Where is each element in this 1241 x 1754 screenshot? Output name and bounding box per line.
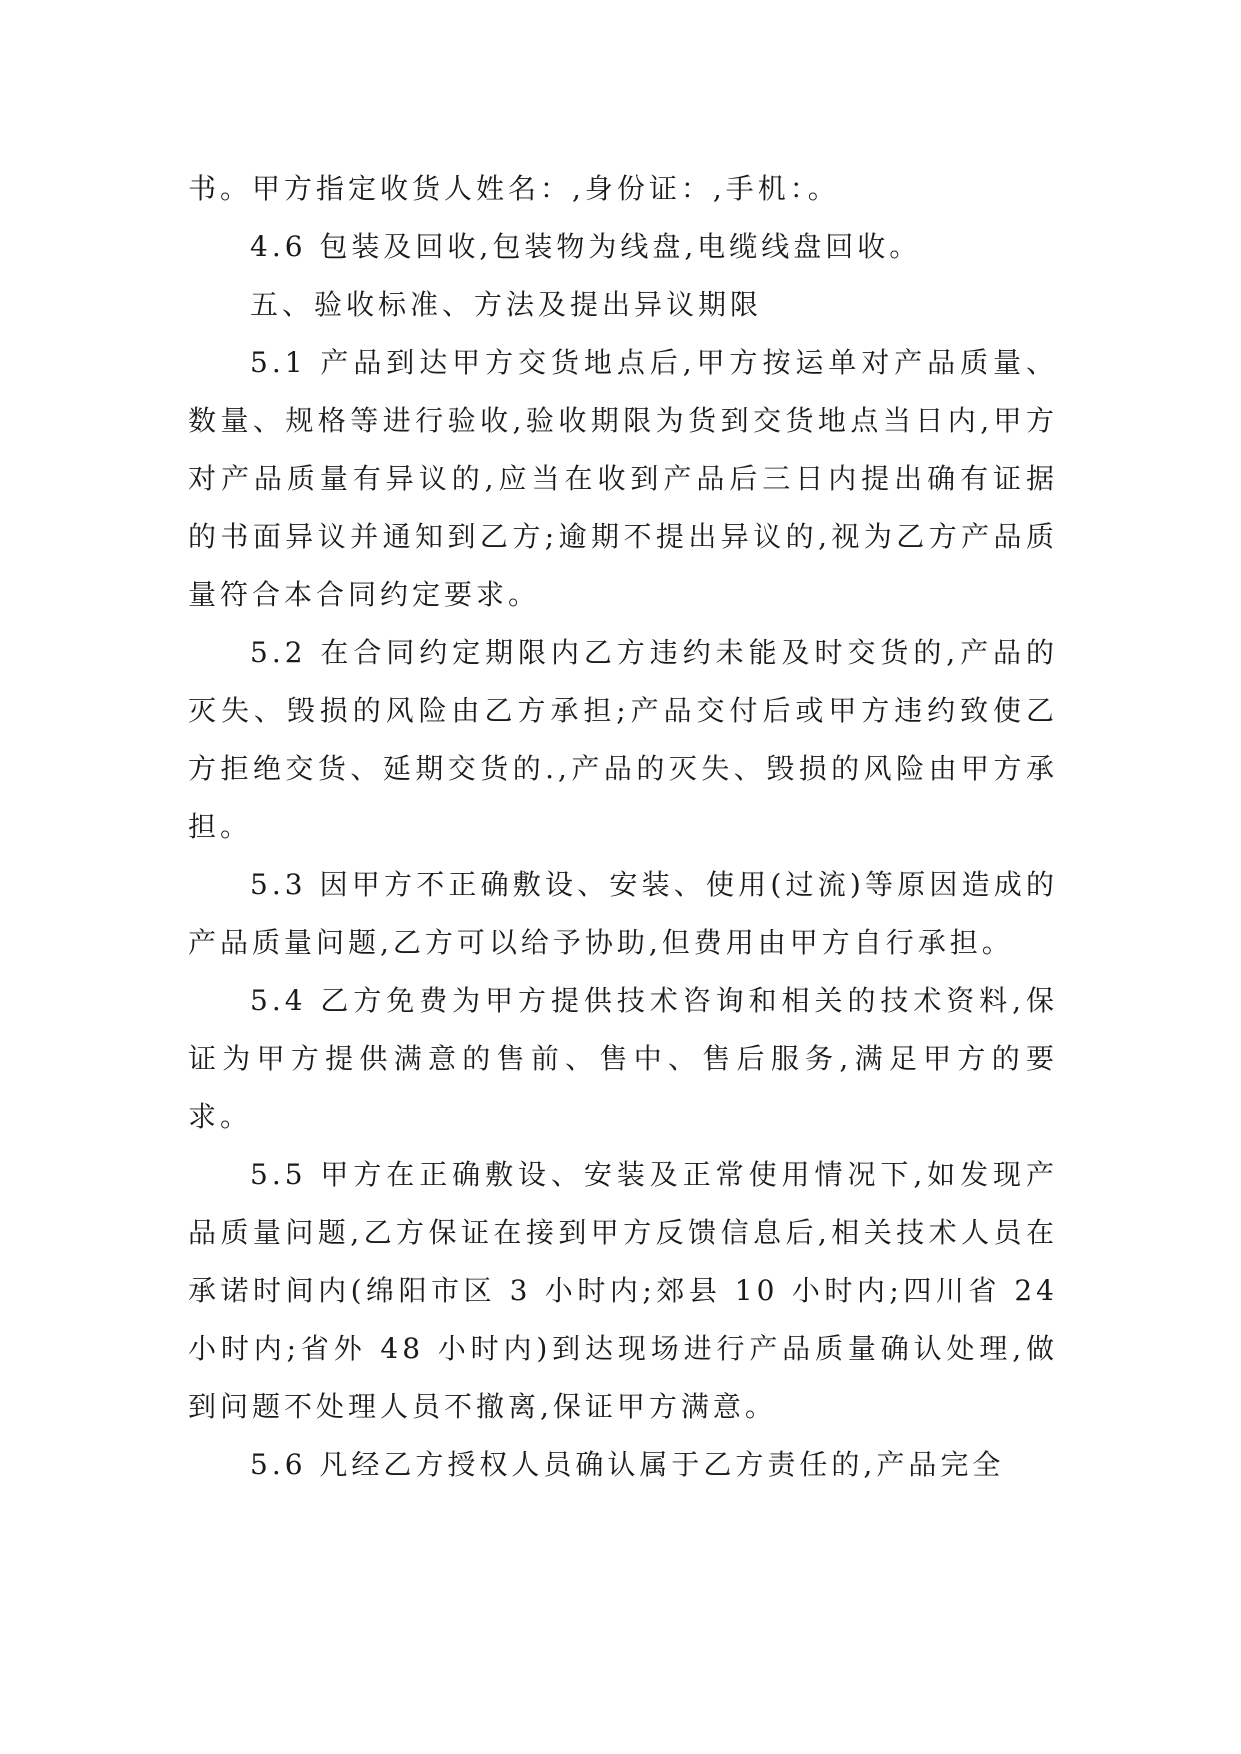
paragraph-5-1: 5.1 产品到达甲方交货地点后,甲方按运单对产品质量、数量、规格等进行验收,验收期限为货到交货地点当日内,甲方对产品质量有异议的,应当在收到产品后三日内提出确有证据的书面异议并通知到乙方;逾期不提出异议的,视为乙方产品质量符合本合同约定要求。	[188, 346, 1058, 611]
paragraph-5-6: 5.6 凡经乙方授权人员确认属于乙方责任的,产品完全	[250, 1448, 1005, 1481]
paragraph-recipient-info: 书。甲方指定收货人姓名：,身份证：,手机：。	[188, 172, 840, 205]
paragraph-5-3: 5.3 因甲方不正确敷设、安装、使用(过流)等原因造成的产品质量问题,乙方可以给予协助,但费用由甲方自行承担。	[188, 868, 1058, 959]
section-heading-acceptance: 五、验收标准、方法及提出异议期限	[250, 288, 763, 321]
paragraph-5-4: 5.4 乙方免费为甲方提供技术咨询和相关的技术资料,保证为甲方提供满意的售前、售中、售后服务,满足甲方的要求。	[188, 984, 1058, 1133]
paragraph-4-6-packaging: 4.6 包装及回收,包装物为线盘,电缆线盘回收。	[250, 230, 922, 263]
document-body	[188, 160, 1058, 1494]
paragraph-5-5: 5.5 甲方在正确敷设、安装及正常使用情况下,如发现产品质量问题,乙方保证在接到甲方反馈信息后,相关技术人员在承诺时间内(绵阳市区 3 小时内;郊县 10 小时内;四川省 24 小时内;省外 48 小时内)到达现场进行产品质量确认处理,做到问题不处理人员不撤离,保证甲方满意。	[188, 1158, 1058, 1423]
paragraph-5-2: 5.2 在合同约定期限内乙方违约未能及时交货的,产品的灭失、毁损的风险由乙方承担;产品交付后或甲方违约致使乙方拒绝交货、延期交货的.,产品的灭失、毁损的风险由甲方承担。	[188, 636, 1058, 843]
